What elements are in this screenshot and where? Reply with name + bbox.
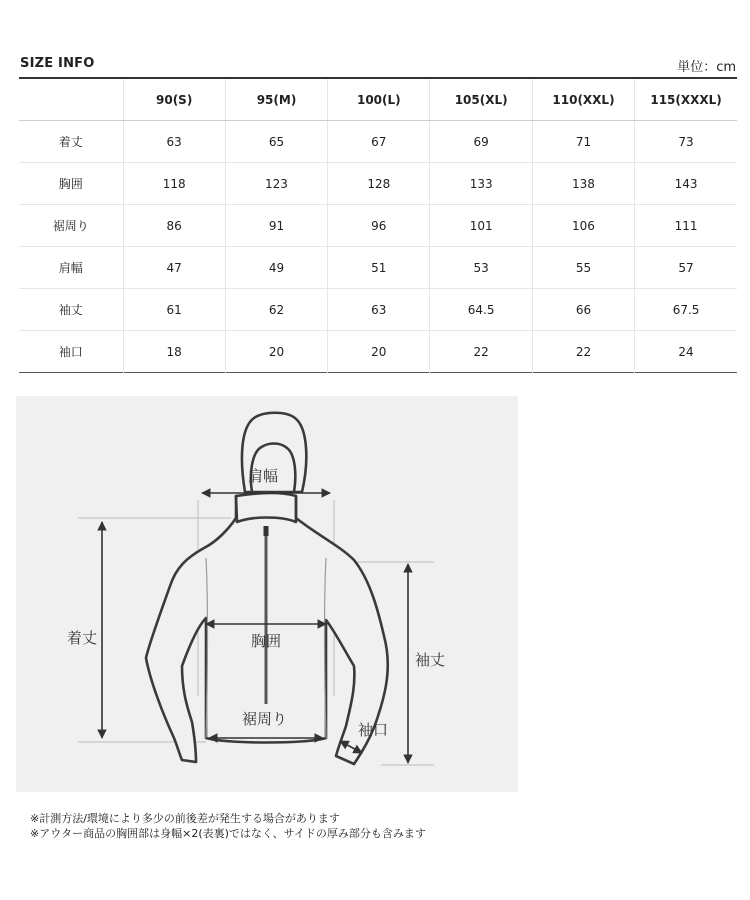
row-label: 裾周り [19, 205, 123, 247]
table-cell: 22 [430, 331, 532, 373]
table-row [19, 331, 737, 373]
table-cell: 65 [225, 121, 327, 163]
column-header: 115(XXXL) [635, 78, 737, 121]
table-cell: 49 [225, 247, 327, 289]
table-cell: 63 [123, 121, 225, 163]
table-cell: 64.5 [430, 289, 532, 331]
table-cell: 20 [225, 331, 327, 373]
table-cell: 62 [225, 289, 327, 331]
column-header: 95(M) [225, 78, 327, 121]
table-cell: 55 [532, 247, 634, 289]
table-header-row [19, 78, 737, 121]
table-cell: 24 [678, 344, 694, 359]
table-cell: 67.5 [635, 289, 737, 331]
table-cell: 57 [635, 247, 737, 289]
table-cell: 53 [430, 247, 532, 289]
table-cell: 63 [328, 289, 430, 331]
table-cell: 66 [532, 289, 634, 331]
table-row [19, 121, 737, 163]
sleeve-label: 袖丈 [415, 651, 446, 669]
length-label: 着丈 [67, 629, 98, 647]
table-cell: 96 [328, 205, 430, 247]
cuff-label: 袖口 [358, 721, 389, 739]
hem-label: 裾周り [242, 710, 288, 728]
table-cell: 118 [123, 163, 225, 205]
table-row [19, 205, 737, 247]
table-cell: 86 [123, 205, 225, 247]
table-cell: 71 [532, 121, 634, 163]
jacket-illustration [16, 396, 518, 792]
table-cell: 143 [635, 163, 737, 205]
chest-label: 胸囲 [251, 632, 282, 650]
table-cell: 61 [123, 289, 225, 331]
table-cell: 106 [532, 205, 634, 247]
table-cell: 91 [225, 205, 327, 247]
row-label: 肩幅 [19, 247, 123, 289]
unit-label: 単位：cm [677, 60, 736, 75]
size-info-header [20, 56, 736, 76]
measurement-diagram [16, 396, 518, 792]
column-header: 110(XXL) [532, 78, 634, 121]
table-cell: 138 [532, 163, 634, 205]
table-cell: 69 [430, 121, 532, 163]
table-cell: 133 [430, 163, 532, 205]
column-header: 100(L) [328, 78, 430, 121]
row-label: 袖丈 [19, 289, 123, 331]
table-cell: 47 [123, 247, 225, 289]
table-cell: 73 [635, 121, 737, 163]
size-table [19, 77, 737, 373]
shoulder-label: 肩幅 [248, 467, 279, 485]
note-line: ※計測方法/環境により多少の前後差が発生する場合があります [30, 812, 340, 825]
corner-cell [19, 78, 123, 121]
table-cell: 128 [328, 163, 430, 205]
table-cell: 20 [328, 331, 430, 373]
table-cell: 123 [225, 163, 327, 205]
row-label: 着丈 [19, 121, 123, 163]
table-cell: 22 [532, 331, 634, 373]
table-cell: 51 [328, 247, 430, 289]
size-info-title: SIZE INFO [20, 56, 95, 71]
row-label: 袖口 [19, 331, 123, 373]
table-cell: 101 [430, 205, 532, 247]
column-header: 90(S) [123, 78, 225, 121]
table-cell: 111 [635, 205, 737, 247]
measurement-notes [30, 811, 426, 841]
note-line: ※アウター商品の胸囲部は身幅×2(表裏)ではなく、サイドの厚み部分も含みます [30, 827, 426, 840]
table-row [19, 247, 737, 289]
column-header: 105(XL) [430, 78, 532, 121]
table-cell: 67 [328, 121, 430, 163]
table-cell: 18 [123, 331, 225, 373]
table-row [19, 289, 737, 331]
table-row [19, 163, 737, 205]
row-label: 胸囲 [19, 163, 123, 205]
